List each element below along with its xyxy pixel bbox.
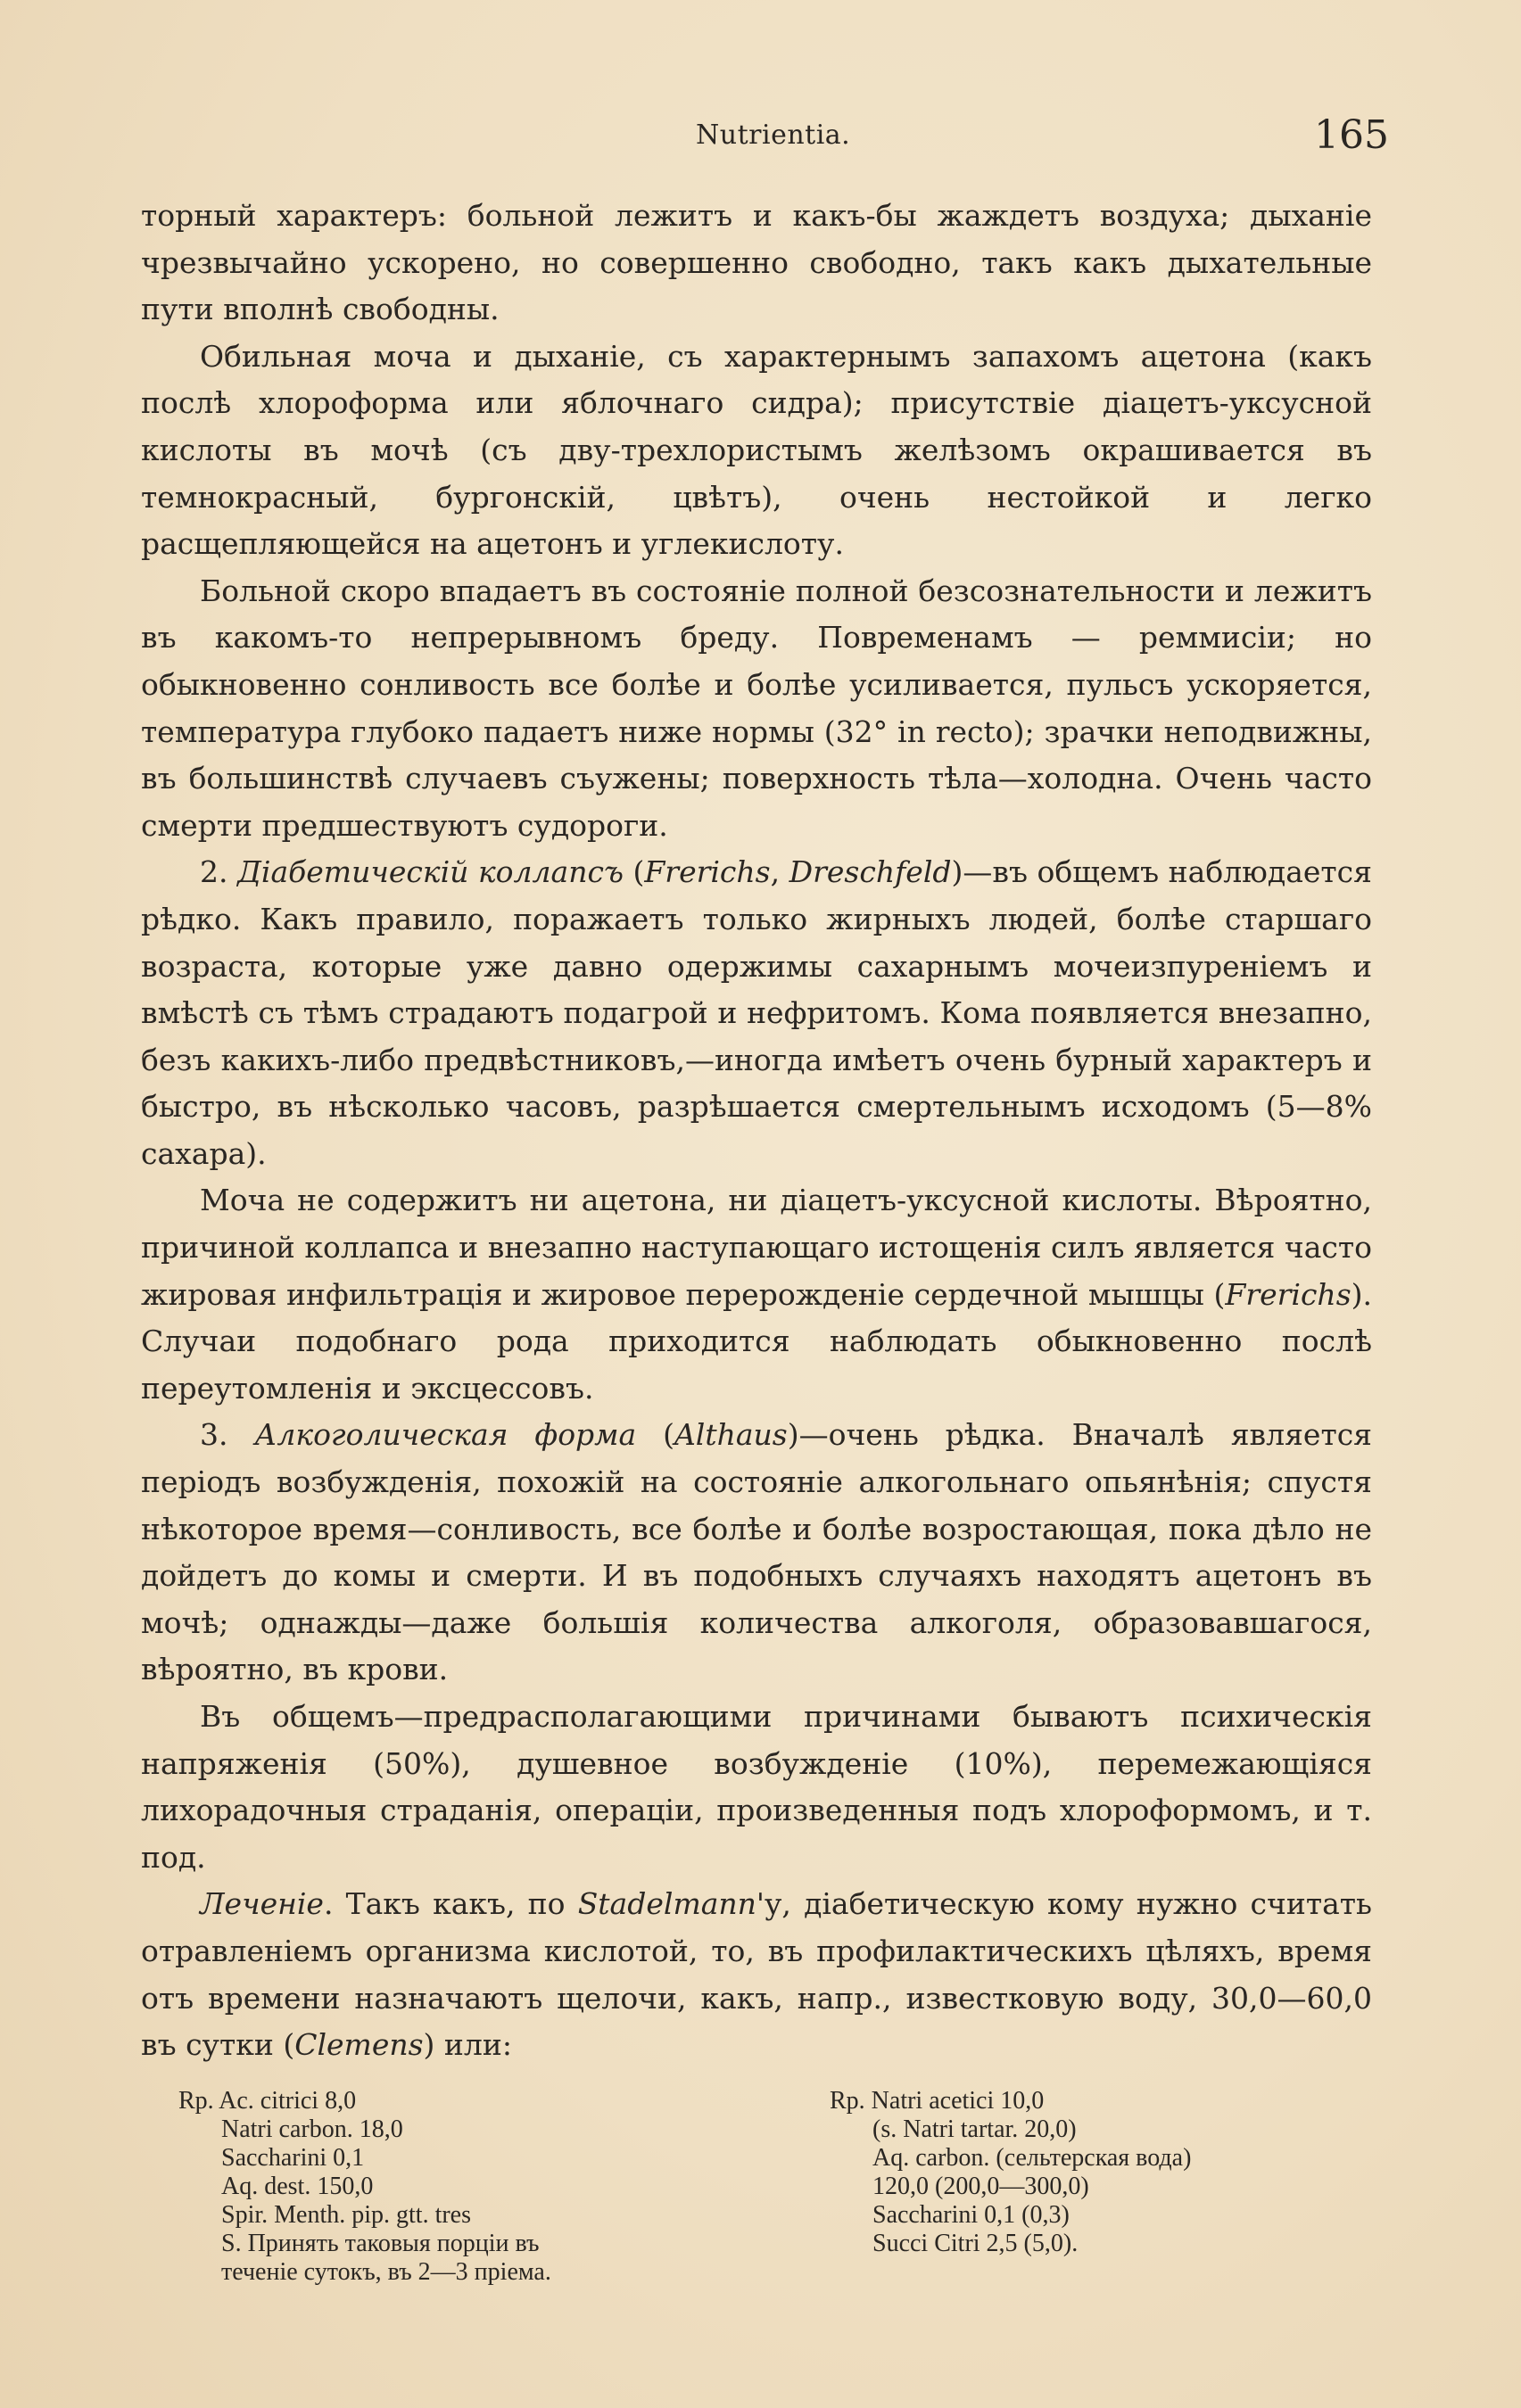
recipe-line: Rp. Ac. citrici 8,0 — [178, 2087, 357, 2115]
paragraph-8 — [141, 1881, 1372, 2068]
paragraph-3: Больной скоро впадаетъ въ состояніе полной безсознательности и лежитъ въ какомъ-то непрерывномъ бреду. Повременамъ — реммисіи; но обыкновенно сонливость все болѣе и болѣе усиливается, пульсъ ускоряется, температура глубоко падаетъ ниже нормы (32° in recto); зрачки неподвижны, въ большинствѣ случаевъ съужены; поверхность тѣла—холодна. Очень часто смерти предшествуютъ судороги. — [141, 573, 1372, 843]
text-fragment: , — [770, 854, 789, 890]
recipe-line: Succi Citri 2,5 (5,0). — [872, 2230, 1079, 2257]
recipe-line: Aq. dest. 150,0 — [221, 2173, 374, 2200]
page-number: 165 — [1314, 112, 1389, 158]
author-name: Frerichs — [1225, 1276, 1352, 1312]
recipe-line: Aq. carbon. (сельтерская вода) — [872, 2144, 1192, 2172]
paragraph-7: Въ общемъ—предрасполагающими причинами бываютъ психическія напряженія (50%), душевное возбужденіе (10%), перемежающіяся лихорадочныя страданія, операціи, произведенныя подъ хлороформомъ, и т. под. — [141, 1699, 1372, 1875]
text-fragment: Моча не содержитъ ни ацетона, ни діацетъ-уксусной кислоты. Вѣроятно, причиной коллапса и внезапно наступающаго истощенія силъ является часто жировая инфильтрація и жировое перерожденіе сердечной мышцы ( — [141, 1183, 1372, 1312]
recipe-line: 120,0 (200,0—300,0) — [872, 2173, 1089, 2200]
recipe-line: Natri carbon. 18,0 — [221, 2115, 403, 2143]
text-fragment: ( — [636, 1417, 674, 1453]
list-number: 2. — [200, 854, 228, 890]
text-fragment: ). Случаи подобнаго рода приходится наблюдать обыкновенно послѣ переутомленія и эксцессовъ. — [141, 1276, 1372, 1406]
term: Алкоголическая форма — [254, 1417, 637, 1453]
text-fragment: 'у, діабетическую кому нужно считать отравленіемъ организма кислотой, то, въ профилактическихъ цѣляхъ, время отъ времени назначаютъ щелочи, какъ, напр., известковую воду, 30,0—60,0 въ сутки ( — [141, 1886, 1373, 2063]
author-name: Dreschfeld — [789, 854, 952, 890]
author-name: Frerichs — [644, 854, 771, 890]
recipe-line: Rp. Natri acetici 10,0 — [830, 2087, 1045, 2115]
recipe-line: теченіе сутокъ, въ 2—3 пріема. — [221, 2258, 551, 2286]
author-name: Stadelmann — [577, 1886, 756, 1922]
recipe-line: Saccharini 0,1 — [221, 2144, 365, 2172]
recipe-left — [178, 2087, 732, 2287]
list-number: 3. — [200, 1417, 228, 1453]
recipe-line: Saccharini 0,1 (0,3) — [872, 2201, 1070, 2229]
text-fragment: )—въ общемъ наблюдается рѣдко. Какъ правило, поражаетъ только жирныхъ людей, болѣе старшаго возраста, которые уже давно одержимы сахарнымъ мочеизпуреніемъ и вмѣстѣ съ тѣмъ страдаютъ подагрой и нефритомъ. Кома появляется внезапно, безъ какихъ-либо предвѣстниковъ,—иногда имѣетъ очень бурный характеръ и быстро, въ нѣсколько часовъ, разрѣшается смертельнымъ исходомъ (5—8% сахара). — [141, 854, 1372, 1171]
term: Діабетическій коллапсъ — [237, 854, 624, 890]
paragraph-1: торный характеръ: больной лежитъ и какъ-бы жаждетъ воздуха; дыханіе чрезвычайно ускорено, но совершенно свободно, такъ какъ дыхательные пути вполнѣ свободны. — [141, 198, 1372, 327]
text-fragment: )—очень рѣдка. Вначалѣ является періодъ возбужденія, похожій на состояніе алкогольнаго опьянѣнія; спустя нѣкоторое время—сонливость, все болѣе и болѣе возростающая, пока дѣло не дойдетъ до комы и смерти. И въ подобныхъ случаяхъ находятъ ацетонъ въ мочѣ; однажды—даже большія количества алкоголя, образовавшагося, вѣроятно, въ крови. — [141, 1417, 1372, 1687]
paragraph-5 — [141, 1177, 1372, 1412]
recipe-line: S. Принять таковыя порціи въ — [221, 2230, 540, 2257]
author-name: Clemens — [294, 2027, 424, 2063]
recipe-right — [830, 2087, 1401, 2258]
paragraph-6 — [141, 1412, 1372, 1694]
recipe-line: Spir. Menth. pip. gtt. tres — [221, 2201, 471, 2229]
body-text — [141, 193, 1372, 2069]
paragraph-4 — [141, 849, 1372, 1177]
text-fragment: ) или: — [423, 2027, 512, 2063]
recipe-line: (s. Natri tartar. 20,0) — [872, 2115, 1077, 2143]
running-header: Nutrientia. — [696, 120, 851, 151]
text-fragment: . Такъ какъ, по — [323, 1886, 578, 1922]
term: Леченіе — [200, 1886, 324, 1922]
paragraph-2: Обильная моча и дыханіе, съ характернымъ запахомъ ацетона (какъ послѣ хлороформа или яблочнаго сидра); присутствіе діацетъ-уксусной кислоты въ мочѣ (съ дву-трехлористымъ желѣзомъ окрашивается въ темнокрасный, бургонскій, цвѣтъ), очень нестойкой и легко расщепляющейся на ацетонъ и углекислоту. — [141, 338, 1372, 562]
author-name: Althaus — [674, 1417, 788, 1453]
text-fragment: ( — [623, 854, 645, 890]
